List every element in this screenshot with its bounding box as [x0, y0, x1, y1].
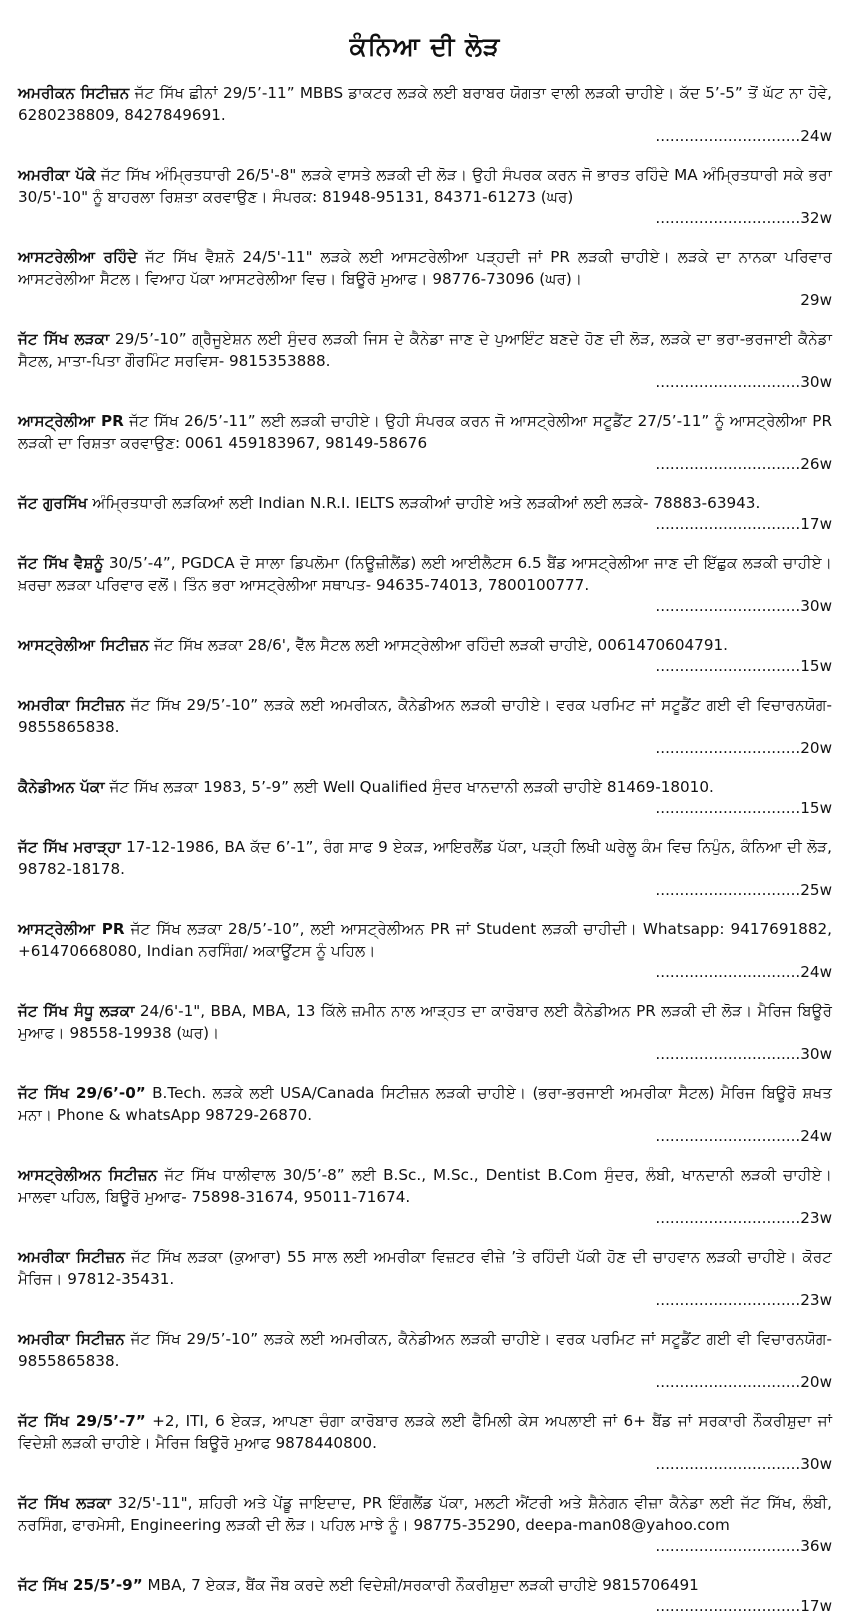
list-item: [18, 918, 832, 983]
ad-text: ਜੱਟ ਸਿੱਖ 26/5’-11” ਲਈ ਲੜਕੀ ਚਾਹੀਏ। ਉਹੀ ਸੰਪਰਕ ਕਰਨ ਜੋ ਆਸਟ੍ਰੇਲੀਆ ਸਟੂਡੈਂਟ 27/5’-11” ਨੂੰ ਆਸਟ੍ਰੇਲੀਆ PR ਲੜਕੀ ਦਾ ਰਿਸ਼ਤਾ ਕਰਵਾਉਣ: 0061 459183967, 98149-58676: [18, 412, 832, 452]
ad-code: ..............................32w: [655, 209, 832, 227]
ad-lead: ਜੱਟ ਸਿੱਖ 29/6’-0”: [18, 1084, 146, 1102]
ad-lead: ਜੱਟ ਸਿੱਖ ਵੈਸ਼ਨੂੰ: [18, 554, 104, 572]
ad-text: ਜੱਟ ਸਿੱਖ ਛੀਨਾਂ 29/5’-11” MBBS ਡਾਕਟਰ ਲੜਕੇ ਲਈ ਬਰਾਬਰ ਯੋਗਤਾ ਵਾਲੀ ਲੜਕੀ ਚਾਹੀਏ। ਕੱਦ 5’-5” ਤੋਂ ਘੱਟ ਨਾ ਹੋਵੇ, 6280238809, 8427849691.: [18, 84, 833, 124]
ad-lead: ਜੱਟ ਸਿੱਖ 29/5’-7”: [18, 1412, 146, 1430]
ad-code: ..............................17w: [655, 1597, 832, 1615]
page-title: ਕੰਨਿਆ ਦੀ ਲੋੜ: [349, 32, 501, 61]
ad-text: ਜੱਟ ਸਿੱਖ ਲੜਕਾ 28/5’-10”, ਲਈ ਆਸਟ੍ਰੇਲੀਅਨ PR ਜਾਂ Student ਲੜਕੀ ਚਾਹੀਦੀ। Whatsapp: 9417691882, +61470668080, Indian ਨਰਸਿੰਗ/ ਅਕਾਊਂਟਸ ਨੂੰ ਪਹਿਲ।: [18, 920, 832, 960]
ad-text: ਜੱਟ ਸਿੱਖ ਵੈਸ਼ਨੋ 24/5'-11" ਲੜਕੇ ਲਈ ਆਸਟਰੇਲੀਆ ਪੜ੍ਹਦੀ ਜਾਂ PR ਲੜਕੀ ਚਾਹੀਏ। ਲੜਕੇ ਦਾ ਨਾਨਕਾ ਪਰਿਵਾਰ ਆਸਟਰੇਲੀਆ ਸੈਟਲ। ਵਿਆਹ ਪੱਕਾ ਆਸਟਰੇਲੀਆ ਵਿਚ। ਬਿਊਰੋ ਮੁਆਫ। 98776-73096 (ਘਰ)।: [18, 248, 832, 288]
ad-text: 32/5'-11", ਸ਼ਹਿਰੀ ਅਤੇ ਪੇਂਡੂ ਜਾਇਦਾਦ, PR ਇੰਗਲੈਂਡ ਪੱਕਾ, ਮਲਟੀ ਐਂਟਰੀ ਅਤੇ ਸ਼ੈਨੇਗਨ ਵੀਜ਼ਾ ਕੈਨੇਡਾ ਲਈ ਜੱਟ ਸਿੱਖ, ਲੰਬੀ, ਨਰਸਿੰਗ, ਫਾਰਮੇਸੀ, Engineering ਲੜਕੀ ਦੀ ਲੋੜ। ਪਹਿਲ ਮਾਝੇ ਨੂੰ। 98775-35290, deepa-man08@yahoo.com: [18, 1494, 832, 1534]
ad-text: 17-12-1986, BA ਕੱਦ 6’-1”, ਰੰਗ ਸਾਫ 9 ਏਕੜ, ਆਇਰਲੈਂਡ ਪੱਕਾ, ਪੜ੍ਹੀ ਲਿਖੀ ਘਰੇਲੂ ਕੰਮ ਵਿਚ ਨਿਪੁੰਨ, ਕੰਨਿਆ ਦੀ ਲੋੜ, 98782-18178.: [18, 838, 832, 878]
list-item: [18, 1164, 832, 1229]
list-item: [18, 1082, 832, 1147]
list-item: [18, 492, 832, 535]
ad-code: ..............................24w: [655, 127, 832, 145]
ad-code: ..............................23w: [655, 1291, 832, 1309]
list-item: [18, 694, 832, 759]
ad-code: ..............................30w: [655, 1455, 832, 1473]
ad-lead: ਅਮਰੀਕਾ ਸਿਟੀਜ਼ਨ: [18, 1330, 125, 1348]
ad-code: ..............................23w: [655, 1209, 832, 1227]
ad-text: ਜੱਟ ਸਿੱਖ ਲੜਕਾ (ਕੁਆਰਾ) 55 ਸਾਲ ਲਈ ਅਮਰੀਕਾ ਵਿਜ਼ਟਰ ਵੀਜ਼ੇ ’ਤੇ ਰਹਿੰਦੀ ਪੱਕੀ ਹੋਣ ਦੀ ਚਾਹਵਾਨ ਲੜਕੀ ਚਾਹੀਏ। ਕੋਰਟ ਮੈਰਿਜ। 97812-35431.: [18, 1248, 832, 1288]
ad-code: ..............................24w: [655, 963, 832, 981]
list-item: [18, 82, 832, 147]
list-item: [18, 1574, 832, 1617]
ad-lead: ਜੱਟ ਸਿੱਖ ਸੰਧੂ ਲੜਕਾ: [18, 1002, 135, 1020]
list-item: [18, 1410, 832, 1475]
ad-lead: ਜੱਟ ਸਿੱਖ ਮਰਾੜ੍ਹਾ: [18, 838, 121, 856]
ad-text: ਜੱਟ ਸਿੱਖ ਲੜਕਾ 1983, 5’-9” ਲਈ Well Qualified ਸੁੰਦਰ ਖਾਨਦਾਨੀ ਲੜਕੀ ਚਾਹੀਏ 81469-18010.: [104, 778, 714, 796]
ad-code: ..............................26w: [655, 455, 832, 473]
list-item: [18, 410, 832, 475]
list-item: [18, 1328, 832, 1393]
ad-text: ਅੰਮ੍ਰਿਤਧਾਰੀ ਲੜਕਿਆਂ ਲਈ Indian N.R.I. IELTS ਲੜਕੀਆਂ ਚਾਹੀਏ ਅਤੇ ਲੜਕੀਆਂ ਲਈ ਲੜਕੇ- 78883-63943.: [87, 494, 761, 512]
ad-text: ਜੱਟ ਸਿੱਖ 29/5’-10” ਲੜਕੇ ਲਈ ਅਮਰੀਕਨ, ਕੈਨੇਡੀਅਨ ਲੜਕੀ ਚਾਹੀਏ। ਵਰਕ ਪਰਮਿਟ ਜਾਂ ਸਟੂਡੈਂਟ ਗਈ ਵੀ ਵਿਚਾਰਨਯੋਗ- 9855865838.: [18, 1330, 832, 1370]
ad-code: 29w: [800, 291, 832, 309]
ad-code: ..............................20w: [655, 739, 832, 757]
ad-code: ..............................15w: [655, 799, 832, 817]
ad-lead: ਕੈਨੇਡੀਅਨ ਪੱਕਾ: [18, 778, 105, 796]
ad-lead: ਅਮਰੀਕਨ ਸਿਟੀਜ਼ਨ: [18, 84, 130, 102]
ad-code: ..............................30w: [655, 1045, 832, 1063]
ad-lead: ਜੱਟ ਸਿੱਖ 25/5’-9”: [18, 1576, 143, 1594]
ads-list: [18, 82, 832, 1617]
ad-text: 24/6'-1", BBA, MBA, 13 ਕਿੱਲੇ ਜ਼ਮੀਨ ਨਾਲ ਆੜ੍ਹਤ ਦਾ ਕਾਰੋਬਾਰ ਲਈ ਕੈਨੇਡੀਅਨ PR ਲੜਕੀ ਦੀ ਲੋੜ। ਮੈਰਿਜ ਬਿਊਰੋ ਮੁਆਫ। 98558-19938 (ਘਰ)।: [18, 1002, 832, 1042]
list-item: [18, 246, 832, 311]
list-item: [18, 328, 832, 393]
ad-lead: ਆਸਟਰੇਲੀਆ ਰਹਿੰਦੇ: [18, 248, 138, 266]
ad-lead: ਜੱਟ ਗੁਰਸਿੱਖ: [18, 494, 88, 512]
list-item: [18, 1246, 832, 1311]
list-item: [18, 1000, 832, 1065]
ad-lead: ਅਮਰੀਕਾ ਪੱਕੇ: [18, 166, 96, 184]
ad-text: ਜੱਟ ਸਿੱਖ ਲੜਕਾ 28/6', ਵੈੱਲ ਸੈਟਲ ਲਈ ਆਸਟ੍ਰੇਲੀਆ ਰਹਿੰਦੀ ਲੜਕੀ ਚਾਹੀਏ, 0061470604791.: [149, 636, 728, 654]
list-item: [18, 552, 832, 617]
ad-code: ..............................24w: [655, 1127, 832, 1145]
ad-code: ..............................15w: [655, 657, 832, 675]
ad-text: MBA, 7 ਏਕੜ, ਬੈਂਕ ਜੌਬ ਕਰਦੇ ਲਈ ਵਿਦੇਸ਼ੀ/ਸਰਕਾਰੀ ਨੌਕਰੀਸ਼ੁਦਾ ਲੜਕੀ ਚਾਹੀਏ 9815706491: [142, 1576, 699, 1594]
ad-lead: ਆਸਟ੍ਰੇਲੀਆ PR: [18, 412, 124, 430]
ad-code: ..............................36w: [655, 1537, 832, 1555]
list-item: [18, 836, 832, 901]
ad-lead: ਜੱਟ ਸਿੱਖ ਲੜਕਾ: [18, 330, 110, 348]
ad-lead: ਅਮਰੀਕਾ ਸਿਟੀਜ਼ਨ: [18, 1248, 125, 1266]
ad-text: +2, ITI, 6 ਏਕੜ, ਆਪਣਾ ਚੰਗਾ ਕਾਰੋਬਾਰ ਲੜਕੇ ਲਈ ਫੈਮਿਲੀ ਕੇਸ ਅਪਲਾਈ ਜਾਂ 6+ ਬੈਂਡ ਜਾਂ ਸਰਕਾਰੀ ਨੌਕਰੀਸ਼ੁਦਾ ਜਾਂ ਵਿਦੇਸ਼ੀ ਲੜਕੀ ਚਾਹੀਏ। ਮੈਰਿਜ ਬਿਊਰੋ ਮੁਆਫ 9878440800.: [18, 1412, 832, 1452]
ad-lead: ਆਸਟ੍ਰੇਲੀਅਨ ਸਿਟੀਜ਼ਨ: [18, 1166, 158, 1184]
ad-lead: ਆਸਟ੍ਰੇਲੀਆ ਸਿਟੀਜ਼ਨ: [18, 636, 150, 654]
ad-code: ..............................20w: [655, 1373, 832, 1391]
ad-text: ਜੱਟ ਸਿੱਖ ਅੰਮ੍ਰਿਤਧਾਰੀ 26/5'-8" ਲੜਕੇ ਵਾਸਤੇ ਲੜਕੀ ਦੀ ਲੋੜ। ਉਹੀ ਸੰਪਰਕ ਕਰਨ ਜੋ ਭਾਰਤ ਰਹਿੰਦੇ MA ਅੰਮ੍ਰਿਤਧਾਰੀ ਸਕੇ ਭਰਾ 30/5'-10" ਨੂੰ ਬਾਹਰਲਾ ਰਿਸ਼ਤਾ ਕਰਵਾਉਣ। ਸੰਪਰਕ: 81948-95131, 84371-61273 (ਘਰ): [18, 166, 832, 206]
ad-code: ..............................25w: [655, 881, 832, 899]
ad-code: ..............................30w: [655, 373, 832, 391]
list-item: [18, 776, 832, 819]
ad-lead: ਜੱਟ ਸਿੱਖ ਲੜਕਾ: [18, 1494, 112, 1512]
ad-lead: ਆਸਟ੍ਰੇਲੀਆ PR: [18, 920, 125, 938]
list-item: [18, 1492, 832, 1557]
ad-lead: ਅਮਰੀਕਾ ਸਿਟੀਜ਼ਨ: [18, 696, 125, 714]
list-item: [18, 634, 832, 677]
ad-text: 30/5’-4”, PGDCA ਦੋ ਸਾਲਾ ਡਿਪਲੋਮਾ (ਨਿਊਜ਼ੀਲੈਂਡ) ਲਈ ਆਈਲੈਟਸ 6.5 ਬੈਂਡ ਆਸਟ੍ਰੇਲੀਆ ਜਾਣ ਦੀ ਇੱਛੁਕ ਲੜਕੀ ਚਾਹੀਏ। ਖ਼ਰਚਾ ਲੜਕਾ ਪਰਿਵਾਰ ਵਲੋਂ। ਤਿੰਨ ਭਰਾ ਆਸਟ੍ਰੇਲੀਆ ਸਥਾਪਤ- 94635-74013, 7800100777.: [18, 554, 832, 594]
list-item: [18, 164, 832, 229]
ad-text: ਜੱਟ ਸਿੱਖ ਧਾਲੀਵਾਲ 30/5’-8” ਲਈ B.Sc., M.Sc., Dentist B.Com ਸੁੰਦਰ, ਲੰਬੀ, ਖਾਨਦਾਨੀ ਲੜਕੀ ਚਾਹੀਏ। ਮਾਲਵਾ ਪਹਿਲ, ਬਿਊਰੋ ਮੁਆਫ- 75898-31674, 95011-71674.: [18, 1166, 832, 1206]
ad-text: B.Tech. ਲੜਕੇ ਲਈ USA/Canada ਸਿਟੀਜ਼ਨ ਲੜਕੀ ਚਾਹੀਏ। (ਭਰਾ-ਭਰਜਾਈ ਅਮਰੀਕਾ ਸੈਟਲ) ਮੈਰਿਜ ਬਿਊਰੋ ਸ਼ਖਤ ਮਨਾ। Phone & whatsApp 98729-26870.: [18, 1084, 833, 1124]
ad-code: ..............................30w: [655, 597, 832, 615]
ad-text: 29/5’-10” ਗ੍ਰੈਜੂਏਸ਼ਨ ਲਈ ਸੁੰਦਰ ਲੜਕੀ ਜਿਸ ਦੇ ਕੈਨੇਡਾ ਜਾਣ ਦੇ ਪੁਆਇੰਟ ਬਣਦੇ ਹੋਣ ਦੀ ਲੋੜ, ਲੜਕੇ ਦਾ ਭਰਾ-ਭਰਜਾਈ ਕੈਨੇਡਾ ਸੈਟਲ, ਮਾਤਾ-ਪਿਤਾ ਗੌਰਮਿੰਟ ਸਰਵਿਸ- 9815353888.: [18, 330, 833, 370]
ad-code: ..............................17w: [655, 515, 832, 533]
ad-text: ਜੱਟ ਸਿੱਖ 29/5’-10” ਲੜਕੇ ਲਈ ਅਮਰੀਕਨ, ਕੈਨੇਡੀਅਨ ਲੜਕੀ ਚਾਹੀਏ। ਵਰਕ ਪਰਮਿਟ ਜਾਂ ਸਟੂਡੈਂਟ ਗਈ ਵੀ ਵਿਚਾਰਨਯੋਗ- 9855865838.: [18, 696, 832, 736]
